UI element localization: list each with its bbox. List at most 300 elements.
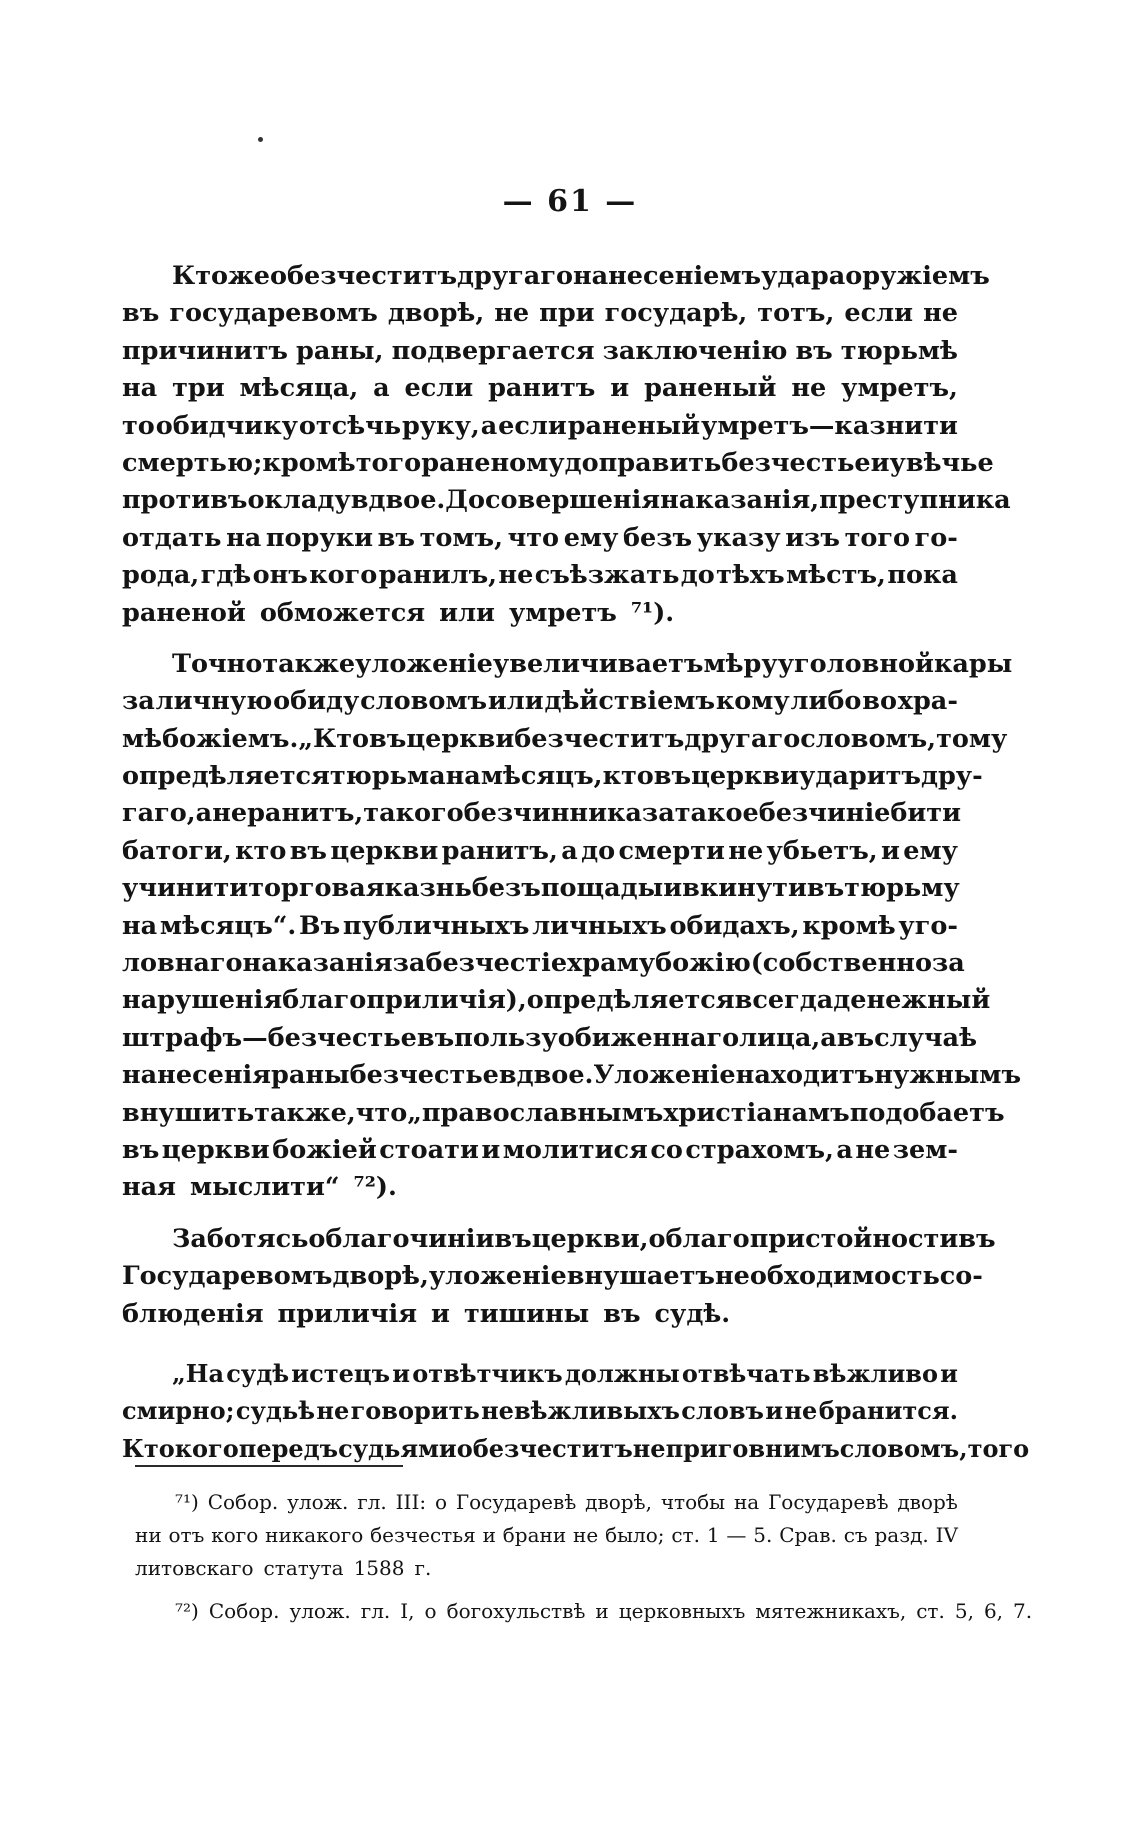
text-line [122, 870, 958, 907]
word: „православнымъ [407, 1097, 664, 1128]
word: съѣзжать [534, 560, 680, 591]
word: умретъ—казнити [701, 410, 958, 441]
word: безъ [471, 873, 541, 904]
paragraph-2 [122, 646, 1022, 1207]
word: а [561, 835, 578, 866]
word: умретъ [508, 597, 617, 628]
word: безчинiе [758, 798, 891, 829]
word: церкви [161, 1134, 270, 1165]
word: внушить [122, 1097, 255, 1128]
word: чтобы [660, 1490, 726, 1514]
word: и [392, 1358, 411, 1388]
word: Уложенiе [593, 1060, 736, 1091]
word: изъ [785, 522, 840, 553]
text-line [122, 1430, 1030, 1467]
footnote-line [135, 1486, 958, 1519]
word: въ [494, 1223, 532, 1254]
word: тому [936, 723, 1008, 754]
word: мѣ [122, 723, 163, 754]
text-line [122, 758, 983, 795]
word: пока [887, 560, 958, 591]
word: Собор. [207, 1490, 279, 1514]
word: благоприличiя), [282, 985, 527, 1016]
word: обидахъ, [669, 910, 800, 941]
word: на [122, 910, 158, 941]
word: публичныхъ [342, 910, 530, 941]
word: убьетъ, [766, 835, 878, 866]
word: 6, [983, 1599, 1004, 1623]
word: денежный [833, 985, 991, 1016]
word: хра- [897, 686, 958, 717]
word: что [355, 1097, 408, 1128]
word: мѣсяцъ, [480, 761, 603, 792]
word: увеличиваетъ [492, 648, 704, 679]
word: ная [122, 1172, 177, 1203]
word: богохульствѣ [446, 1599, 586, 1623]
footnote-line [135, 1595, 1033, 1628]
word: за [392, 948, 426, 979]
word: три [172, 373, 225, 404]
word: что [507, 522, 560, 553]
text-line [122, 482, 1011, 519]
paragraph-4 [122, 1355, 1030, 1467]
word: необходимость [714, 1261, 940, 1292]
word: мѣстъ, [786, 560, 886, 591]
word: го- [914, 522, 958, 553]
word: 7. [1013, 1599, 1033, 1623]
word: отъ [168, 1523, 205, 1547]
word: вдвое. [498, 1060, 594, 1091]
word: безчестья [370, 1523, 476, 1547]
word: не [855, 1134, 891, 1165]
word: и [663, 873, 683, 904]
word: III: [395, 1490, 427, 1514]
word: не [923, 298, 958, 329]
word: раненый [567, 410, 701, 441]
word: онъ [252, 560, 308, 591]
word: штрафъ—безчестье [122, 1022, 417, 1053]
word: 1588 [353, 1556, 405, 1580]
word: того [355, 447, 422, 478]
text-line [122, 795, 962, 832]
word: и [595, 1599, 609, 1623]
word: кто [602, 761, 654, 792]
word: словомъ, [839, 1433, 968, 1463]
word: тишины [463, 1298, 590, 1329]
word: такого [363, 798, 464, 829]
word: ему [563, 522, 619, 553]
word: и [610, 373, 630, 404]
word: а [373, 373, 390, 404]
word: Государевѣ [768, 1490, 889, 1514]
word: а [836, 1134, 853, 1165]
word: или [487, 686, 544, 717]
word: нанесенiя [122, 1060, 272, 1091]
word: Государевомъ [122, 1261, 333, 1292]
word: указу [696, 522, 781, 553]
word: отвѣчать [681, 1358, 811, 1388]
word: случаѣ [874, 1022, 978, 1053]
word: о [424, 1599, 437, 1623]
word: и [870, 447, 890, 478]
word: вѣжливо [812, 1358, 938, 1388]
word: ловнаго [122, 948, 243, 979]
word: ст. [916, 1599, 945, 1623]
word: гл. [357, 1490, 387, 1514]
word: умретъ, [841, 373, 958, 404]
word: судѣ. [654, 1298, 731, 1329]
word: передъ [238, 1433, 339, 1463]
word: опредѣляется [122, 761, 330, 792]
speck [258, 137, 263, 142]
word: отсѣчь [298, 410, 402, 441]
text-line [122, 908, 958, 945]
word: раны, [296, 335, 384, 366]
word: съ [843, 1523, 868, 1547]
word: I, [400, 1599, 415, 1623]
word: увѣчье [889, 447, 994, 478]
paragraph-gap [122, 1207, 958, 1221]
word: божiю [655, 948, 751, 979]
word: подобаетъ [849, 1097, 1005, 1128]
word: наказанiя, [660, 485, 820, 516]
word: мѣсяца, [239, 373, 359, 404]
text-line [122, 445, 994, 482]
word: безчестье [721, 447, 871, 478]
word: приличiя [277, 1298, 418, 1329]
word: дѣйствiемъ [544, 686, 716, 717]
word: обиженнаго [557, 1022, 740, 1053]
text-line [122, 370, 958, 407]
word: Собор. [208, 1599, 280, 1623]
word: мятежникахъ, [755, 1599, 907, 1623]
word: ни [135, 1523, 162, 1547]
word: кого [174, 1433, 239, 1463]
word: судѣ [226, 1358, 290, 1388]
word: и [765, 1396, 784, 1426]
word: за [122, 686, 155, 717]
word: кромѣ [262, 447, 356, 478]
text-line [122, 520, 958, 557]
word: ⁷²) [175, 1599, 199, 1623]
word: же [228, 261, 270, 291]
word: невѣжливыхъ [481, 1396, 680, 1426]
text-line [122, 1296, 958, 1333]
word: заключенiю [602, 335, 788, 366]
word: уголовной [777, 648, 934, 679]
footnote-rule [135, 1465, 403, 1467]
word: не [728, 835, 764, 866]
word: о [648, 1223, 666, 1254]
text-line [122, 1057, 1022, 1094]
text-line [122, 982, 991, 1019]
word: отдать [122, 522, 222, 553]
word: не [573, 1523, 599, 1547]
word: за [931, 948, 965, 979]
text-line [122, 1392, 958, 1429]
word: словомъ, [800, 723, 937, 754]
word: личныхъ [532, 910, 667, 941]
text-line [122, 1258, 983, 1295]
word: и [431, 1298, 450, 1329]
word: всегда [734, 985, 834, 1016]
word: Заботясь [172, 1223, 309, 1254]
page-number: — 61 — [502, 184, 638, 219]
word: церкви [406, 723, 515, 754]
footnote-line [135, 1552, 958, 1585]
word: „На [172, 1358, 225, 1388]
word: ранитъ [488, 373, 596, 404]
word: и [482, 1523, 496, 1547]
word: храму [567, 948, 656, 979]
word: церковныхъ [618, 1599, 746, 1623]
text-line [122, 1132, 958, 1169]
word: кого [211, 1523, 259, 1547]
word: во [862, 686, 897, 717]
text-line [122, 833, 958, 870]
word: до [680, 560, 715, 591]
word: въ [653, 761, 692, 792]
word: такое [674, 798, 759, 829]
paragraph-gap [122, 632, 958, 646]
word: гаго, [122, 798, 196, 829]
footnotes [135, 1486, 1033, 1628]
word: того [844, 522, 911, 553]
text-line [122, 1355, 958, 1392]
word: словъ [681, 1396, 764, 1426]
word: подвергается [391, 335, 595, 366]
word: совершенiя [484, 485, 661, 516]
word: 5. [753, 1523, 773, 1547]
text-line [122, 1169, 958, 1206]
word: словомъ [360, 686, 488, 717]
text-line [122, 721, 1008, 758]
word: торговая [248, 873, 385, 904]
paragraph-gap [122, 1333, 958, 1355]
word: томъ, [419, 522, 503, 553]
word: не [784, 1396, 818, 1426]
word: „Кто [298, 723, 370, 754]
word: то [122, 410, 155, 441]
word: доправить [564, 447, 722, 478]
word: тюрьма [329, 761, 446, 792]
word: внушаетъ [566, 1261, 715, 1292]
word: со- [939, 1261, 983, 1292]
word: говорить [350, 1396, 480, 1426]
word: судьѣ [235, 1396, 315, 1426]
word: неприговнимъ [632, 1433, 840, 1463]
word: въ [416, 1022, 455, 1053]
word: въ [958, 1223, 996, 1254]
word: руку, [402, 410, 480, 441]
word: въ [377, 522, 415, 553]
word: ⁷¹). [630, 597, 675, 628]
word: государѣ, [604, 298, 748, 329]
word: и [940, 1358, 958, 1388]
word: не [791, 373, 827, 404]
word: если [404, 373, 474, 404]
word: обидчику [155, 410, 298, 441]
word: страхомъ, [685, 1134, 834, 1165]
paragraph-3 [122, 1221, 996, 1333]
word: а [195, 798, 213, 829]
word: тотъ, [757, 298, 835, 329]
word: раненой [122, 597, 246, 628]
word: судьями [338, 1433, 457, 1463]
word: ранитъ, [247, 798, 364, 829]
word: преступника [819, 485, 1011, 516]
text-line [122, 1095, 1005, 1132]
word: удара [761, 261, 846, 291]
word: лица, [739, 1022, 821, 1053]
word: не [316, 1396, 350, 1426]
word: другаго [457, 261, 573, 291]
word: не [212, 798, 248, 829]
text-line [122, 1020, 978, 1057]
word: въ [836, 1022, 875, 1053]
word: брани [502, 1523, 567, 1547]
word: ст. [671, 1523, 700, 1547]
word: тюрьму [844, 873, 960, 904]
word: другаго [684, 723, 801, 754]
word: кто [235, 835, 287, 866]
word: либо [790, 686, 862, 717]
word: на [122, 373, 158, 404]
word: о [434, 1490, 447, 1514]
text-line [122, 595, 958, 632]
word: должны [564, 1358, 680, 1388]
word: государевомъ [169, 298, 378, 329]
word: смерти [618, 835, 725, 866]
word: нарушенiя [122, 985, 283, 1016]
text-line [122, 258, 990, 295]
word: рода, [122, 560, 200, 591]
word: ⁷²). [353, 1172, 397, 1203]
word: не [498, 560, 534, 591]
word: мыслити“ [190, 1172, 340, 1203]
word: оружiемъ [845, 261, 990, 291]
word: статута [263, 1556, 344, 1580]
word: если [844, 298, 914, 329]
word: литовскаго [135, 1556, 254, 1580]
text-line [122, 408, 958, 445]
word: окладу [247, 485, 351, 516]
word: дворѣ, [585, 1490, 652, 1514]
text-line [122, 295, 958, 332]
word: До [445, 485, 485, 516]
word: тюрьмѣ [840, 335, 958, 366]
word: благопристойности [665, 1223, 959, 1254]
word: ранилъ, [378, 560, 498, 591]
word: личную [155, 686, 273, 717]
word: дворѣ [897, 1490, 958, 1514]
word: въ [122, 298, 160, 329]
word: церкви, [531, 1223, 649, 1254]
word: кого [309, 560, 378, 591]
word: г. [414, 1556, 432, 1580]
word: ему [903, 835, 958, 866]
word: пощады [540, 873, 664, 904]
word: безчеститъ [514, 723, 685, 754]
word: уго- [898, 910, 958, 941]
word: въ [603, 1298, 641, 1329]
text-line [122, 1221, 996, 1258]
word: тѣхъ [716, 560, 785, 591]
word: казнь [384, 873, 472, 904]
word: учинити [122, 873, 249, 904]
word: уложенiе [428, 1261, 567, 1292]
word: кары [933, 648, 1013, 679]
main-text [122, 258, 1030, 1467]
word: гл. [360, 1599, 391, 1623]
word: за [641, 798, 675, 829]
word: IV [935, 1523, 958, 1547]
word: кому [715, 686, 790, 717]
word: раны [271, 1060, 350, 1091]
word: а [480, 410, 498, 441]
word: божiей [272, 1134, 377, 1165]
word: церкви [330, 835, 439, 866]
word: ранитъ, [441, 835, 558, 866]
text-line [122, 646, 1013, 683]
word: было; [605, 1523, 665, 1547]
word: обезчеститъ [270, 261, 458, 291]
word: дворѣ, [387, 298, 485, 329]
word: нанесенiемъ [572, 261, 762, 291]
word: также, [254, 1097, 356, 1128]
word: уложенiе [355, 648, 493, 679]
word: Точно [172, 648, 263, 679]
word: ударитъ [799, 761, 921, 792]
word: нужнымъ [874, 1060, 1022, 1091]
word: — [726, 1523, 747, 1547]
word: батоги, [122, 835, 232, 866]
word: и [881, 835, 900, 866]
word: бити [890, 798, 962, 829]
word: мѣру [703, 648, 778, 679]
word: вдвое. [350, 485, 446, 516]
word: пользу [454, 1022, 558, 1053]
word: обможется [259, 597, 426, 628]
footnote-line [135, 1519, 958, 1552]
word: улож. [287, 1490, 349, 1514]
word: наказанiя [242, 948, 393, 979]
word: раненому [421, 447, 565, 478]
word: 5, [954, 1599, 974, 1623]
word: дру- [920, 761, 983, 792]
word: на [445, 761, 481, 792]
word: Кто [122, 1433, 175, 1463]
word: стоати [379, 1134, 479, 1165]
text-line [122, 945, 965, 982]
word: въ [289, 835, 327, 866]
word: христiанамъ [663, 1097, 850, 1128]
word: кромѣ [802, 910, 896, 941]
word: въ [795, 335, 833, 366]
word: и [481, 1134, 501, 1165]
word: противъ [122, 485, 248, 516]
word: въ [806, 873, 845, 904]
word: вкинути [682, 873, 807, 904]
word: о [308, 1223, 326, 1254]
word: зем- [892, 1134, 958, 1165]
word: никакого [265, 1523, 364, 1547]
word: не [494, 298, 530, 329]
word: со [650, 1134, 683, 1165]
footnote-list [135, 1486, 1033, 1628]
word: 1 [706, 1523, 720, 1547]
word: находитъ [735, 1060, 875, 1091]
